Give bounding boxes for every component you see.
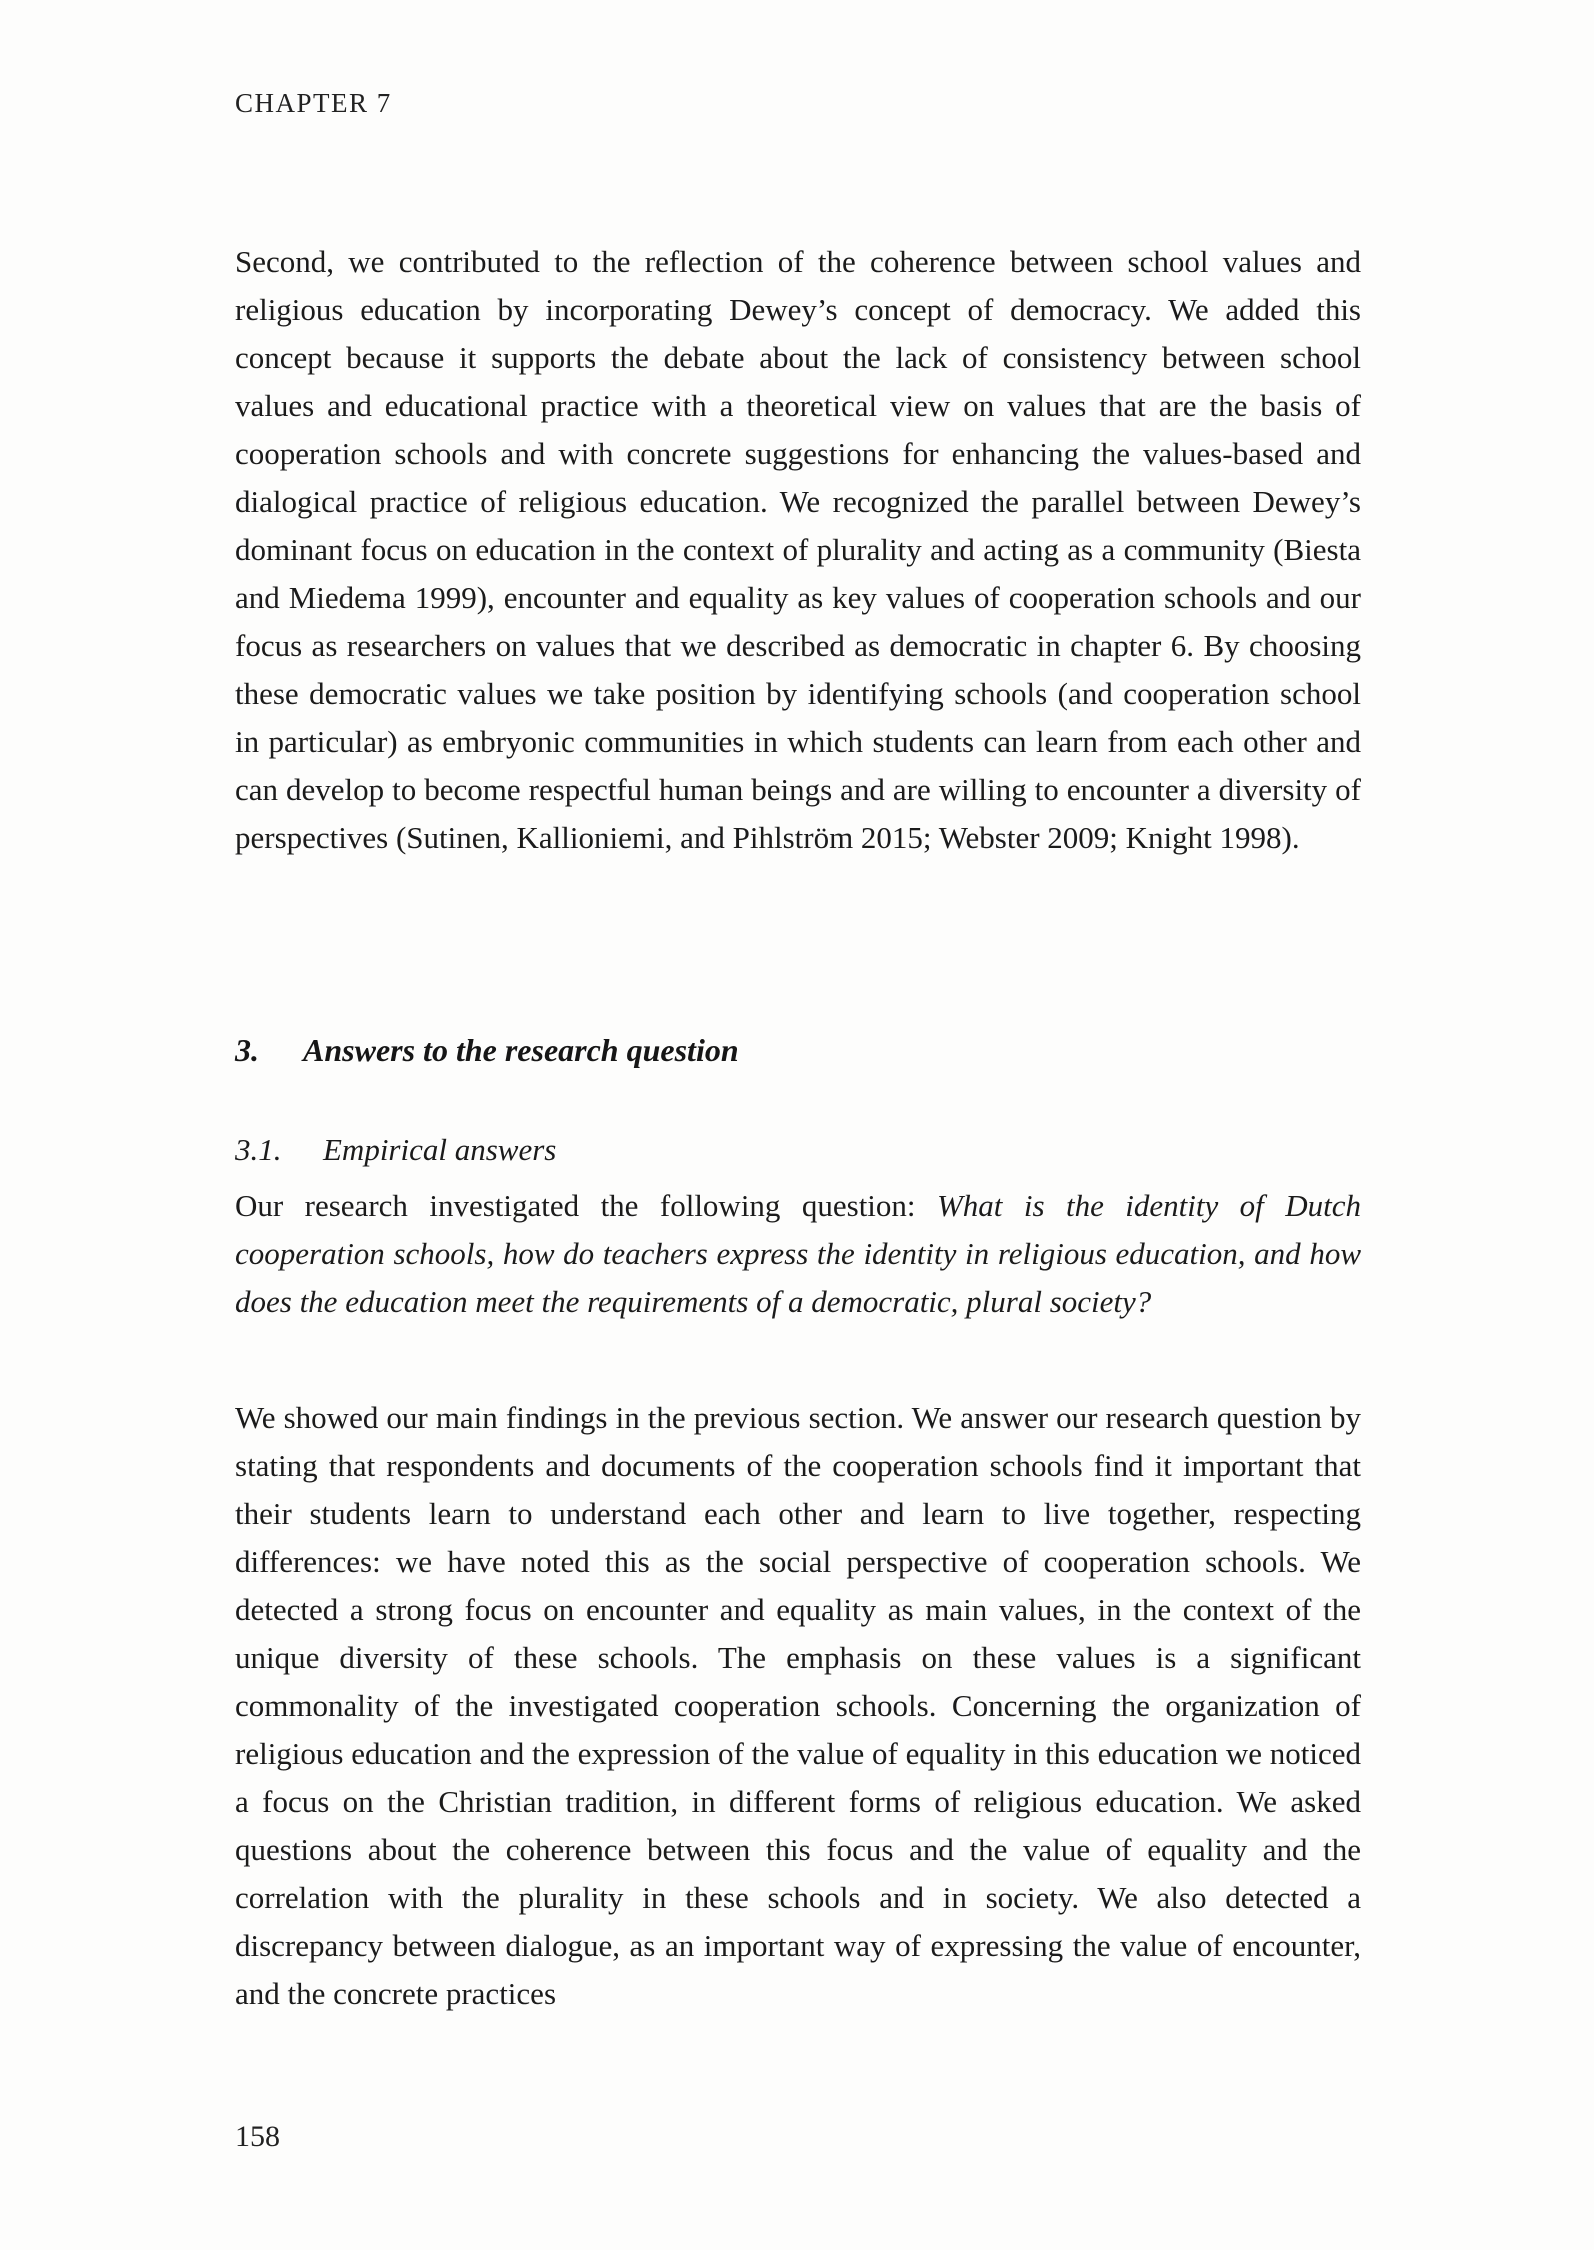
research-question-text: What is the identity of Dutch cooperation schools, how do teachers express the identity in religious education, and how does the education meet the requirements of a democratic, plural society? <box>235 1188 1361 1319</box>
paragraph-main-findings: We showed our main findings in the previous section. We answer our research question by stating that respondents and documents of the cooperation schools find it important that their students learn to understand each other and learn to live together, respecting differences: we have noted this as the social perspective of cooperation schools. We detected a strong focus on encounter and equality as main values, in the context of the unique diversity of these schools. The emphasis on these values is a significant commonality of the investigated cooperation schools. Concerning the organization of religious education and the expression of the value of equality in this education we noticed a focus on the Christian tradition, in different forms of religious education. We asked questions about the coherence between this focus and the value of equality and the correlation with the plurality in these schools and in society. We also detected a discrepancy between dialogue, as an important way of expressing the value of encounter, and the concrete practices <box>235 1400 1362 2011</box>
subsection-number: 3.1. <box>235 1132 282 1167</box>
paragraph-research-question <box>235 1182 1361 1326</box>
section-number: 3. <box>235 1032 259 1068</box>
section-heading <box>235 1032 1361 1069</box>
running-head: CHAPTER 7 <box>235 88 392 118</box>
subsection-title: Empirical answers <box>323 1132 557 1167</box>
paragraph-second-contribution: Second, we contributed to the reflection of the coherence between school values and religious education by incorporating Dewey’s concept of democracy. We added this concept because it supports the debate about the lack of consistency between school values and educational practice with a theoretical view on values that are the basis of cooperation schools and with concrete suggestions for enhancing the values-based and dialogical practice of religious education. We recognized the parallel between Dewey’s dominant focus on education in the context of plurality and acting as a community (Biesta and Miedema 1999), encounter and equality as key values of cooperation schools and our focus as researchers on values that we described as democratic in chapter 6. By choosing these democratic values we take position by identifying schools (and cooperation school in particular) as embryonic communities in which students can learn from each other and can develop to become respectful human beings and are willing to encounter a diversity of perspectives (Sutinen, Kallioniemi, and Pihlström 2015; Webster 2009; Knight 1998). <box>235 244 1361 855</box>
question-lead-in: Our research investigated the following question: <box>235 1188 937 1223</box>
page-number: 158 <box>235 2120 280 2153</box>
section-title: Answers to the research question <box>303 1032 739 1068</box>
subsection-heading <box>235 1132 1361 1168</box>
